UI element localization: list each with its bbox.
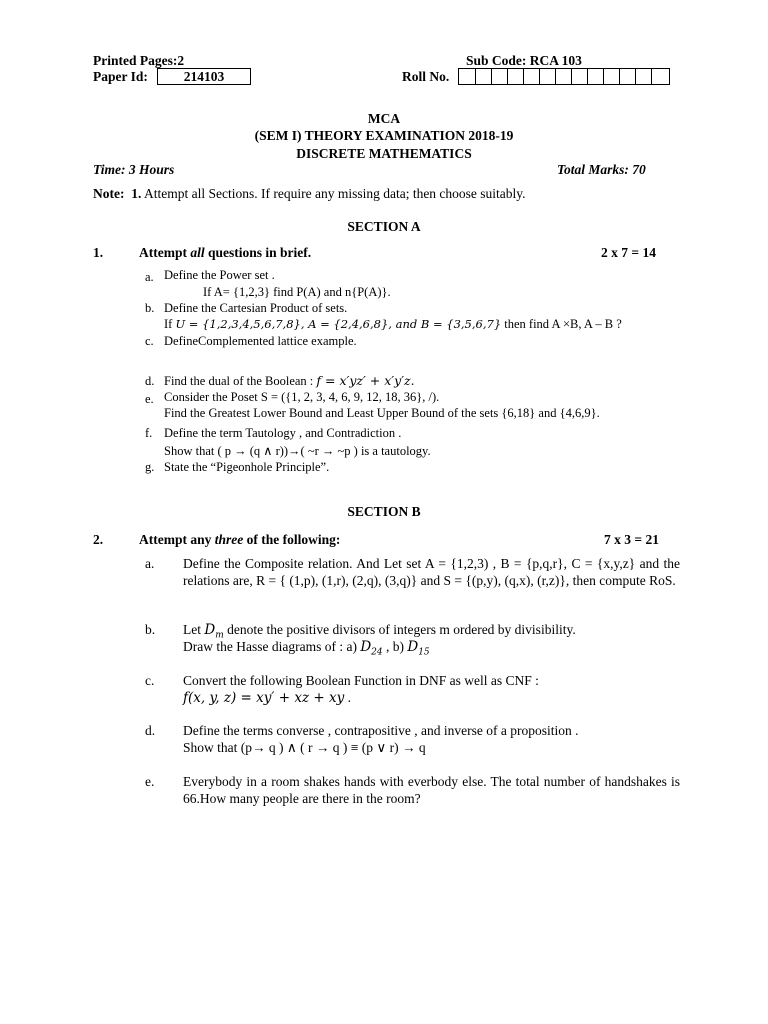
q1e-line2: Find the Greatest Lower Bound and Least Upper Bound of the sets {6,18} and {4,6,9}.	[164, 406, 600, 420]
q2-number: 2.	[93, 532, 104, 547]
q1a-line2: If A= {1,2,3} find P(A) and n{P(A)}.	[203, 285, 391, 299]
paper-id-label: Paper Id:	[93, 69, 148, 84]
q2d-line2: Show that (p→ q ) ∧ ( r → q ) ≡ (p ∨ r) → q	[183, 740, 426, 755]
q1d-line1: Find the dual of the Boolean : f = x′yz′ + x′y′z.	[164, 373, 415, 388]
q2a-letter: a.	[145, 556, 155, 571]
q2e-text: Everybody in a room shakes hands with everbody else. The total number of handshakes is 66.How many people are there in the room?	[183, 774, 680, 806]
roll-cell-divider	[491, 69, 492, 84]
q1c-line1: DefineComplemented lattice example.	[164, 334, 357, 348]
q2b-line2: Draw the Hasse diagrams of : a) $D_{24}$ , b) $D_{15}$	[183, 639, 430, 658]
section-b-heading: SECTION B	[347, 504, 421, 519]
q2a-text: Define the Composite relation. And Let set A = {1,2,3) , B = {p,q,r}, C = {x,y,z} and the relations are, R = { (1,p), (1,r), (2,q), (3,q)} and S = {(p,y), (q,x), (r,z)}, then compute RoS.	[183, 556, 680, 588]
q2d-line1: Define the terms converse , contrapositive , and inverse of a proposition .	[183, 723, 579, 738]
q1c-letter: c.	[145, 334, 154, 348]
q1f-letter: f.	[145, 426, 153, 440]
q1e-line1: Consider the Poset S = ({1, 2, 3, 4, 6, 9, 12, 18, 36}, /).	[164, 390, 440, 404]
q2c-line2: f(x, y, z) = xy′ + xz + xy .	[183, 690, 351, 706]
q1b-line1: Define the Cartesian Product of sets.	[164, 301, 348, 315]
roll-no-boxes	[458, 68, 670, 85]
roll-cell-divider	[475, 69, 476, 84]
q2b-letter: b.	[145, 622, 156, 637]
roll-cell-divider	[651, 69, 652, 84]
q2-marks: 7 x 3 = 21	[604, 532, 659, 547]
section-a-heading: SECTION A	[347, 219, 421, 234]
course-title: MCA	[367, 111, 401, 126]
roll-cell-divider	[555, 69, 556, 84]
q2e-letter: e.	[145, 774, 155, 789]
total-marks: Total Marks: 70	[557, 162, 646, 177]
q1b-letter: b.	[145, 301, 155, 315]
roll-cell-divider	[603, 69, 604, 84]
q1-number: 1.	[93, 245, 104, 260]
q1b-line2: If U = {1,2,3,4,5,6,7,8}, A = {2,4,6,8}, and B = {3,5,6,7} then find A ×B, A – B ?	[164, 317, 622, 331]
roll-cell-divider	[539, 69, 540, 84]
q2c-letter: c.	[145, 673, 155, 688]
q1g-line1: State the “Pigeonhole Principle”.	[164, 460, 330, 474]
roll-no-label: Roll No.	[402, 69, 450, 84]
time-allowed: Time: 3 Hours	[93, 162, 175, 177]
note-number: 1.	[131, 186, 142, 201]
roll-cell-divider	[635, 69, 636, 84]
printed-pages: Printed Pages:2	[93, 53, 185, 68]
q2b-line1: Let $D_m$ denote the positive divisors of integers m ordered by divisibility.	[183, 622, 576, 641]
roll-cell-divider	[571, 69, 572, 84]
q2d-letter: d.	[145, 723, 156, 738]
roll-cell-divider	[587, 69, 588, 84]
roll-cell-divider	[507, 69, 508, 84]
q1e-letter: e.	[145, 392, 154, 406]
q1g-letter: g.	[145, 460, 155, 474]
q1d-letter: d.	[145, 374, 155, 388]
exam-title: (SEM I) THEORY EXAMINATION 2018-19	[254, 128, 514, 143]
roll-cell-divider	[619, 69, 620, 84]
note-text: Attempt all Sections. If require any missing data; then choose suitably.	[144, 186, 526, 201]
note-label: Note:	[93, 186, 125, 201]
q1f-line2: Show that ( p → (q ∧ r))→( ~r → ~p ) is a tautology.	[164, 444, 431, 458]
note	[93, 186, 526, 202]
q1-instruction: Attempt all questions in brief.	[139, 245, 312, 260]
q1f-line1: Define the term Tautology , and Contradiction .	[164, 426, 402, 440]
q2c-line1: Convert the following Boolean Function in DNF as well as CNF :	[183, 673, 539, 688]
q1-marks: 2 x 7 = 14	[601, 245, 656, 260]
q2-instruction: Attempt any three of the following:	[139, 532, 341, 547]
q1a-letter: a.	[145, 270, 154, 284]
roll-cell-divider	[523, 69, 524, 84]
subject-title: DISCRETE MATHEMATICS	[296, 146, 472, 161]
paper-id-value: 214103	[183, 69, 225, 84]
q1a-line1: Define the Power set .	[164, 268, 275, 282]
sub-code: Sub Code: RCA 103	[466, 53, 582, 68]
paper-id-box	[157, 68, 251, 85]
